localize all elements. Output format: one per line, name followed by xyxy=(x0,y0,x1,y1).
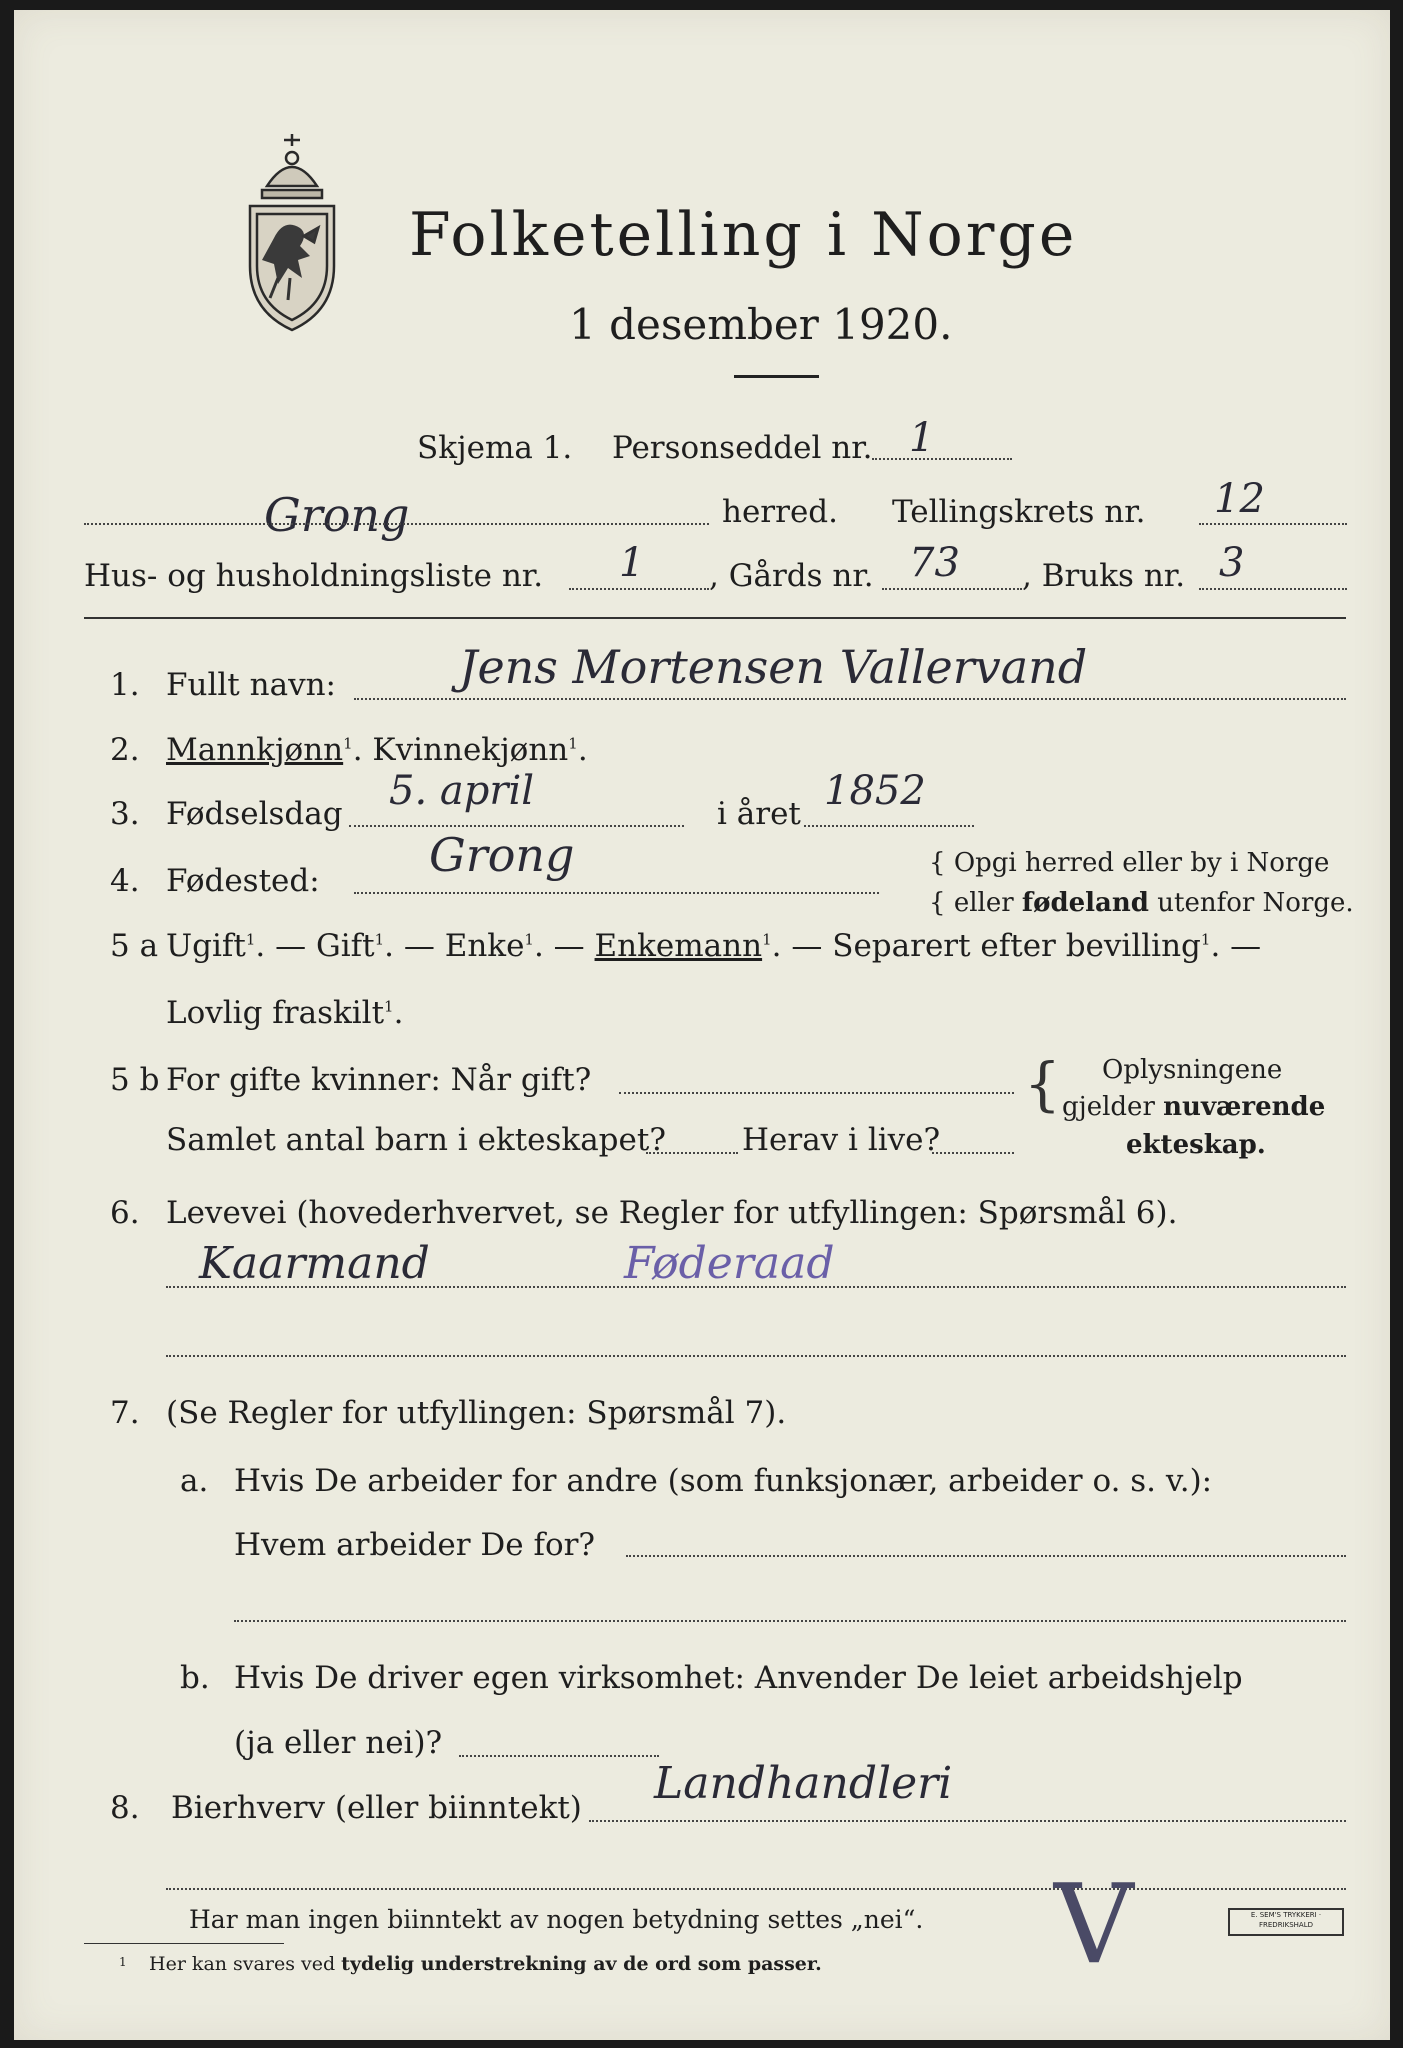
hus-label: Hus- og husholdningsliste nr. xyxy=(84,558,544,594)
q5a-number: 5 a xyxy=(110,928,159,964)
gards-field[interactable]: 73 xyxy=(909,540,960,586)
footnote-text: Her kan svares ved tydelig understrekning av de ord som passer. xyxy=(149,1953,822,1975)
title-divider xyxy=(734,375,819,378)
female-option[interactable]: Kvinnekjønn xyxy=(372,732,569,768)
q5b-number: 5 b xyxy=(110,1062,160,1098)
q7b-label: Hvis De driver egen virksomhet: Anvender De leiet arbeidshjelp xyxy=(234,1660,1243,1696)
footnote-number: 1 xyxy=(119,1955,127,1969)
census-form-page xyxy=(14,10,1390,2040)
hus-field[interactable]: 1 xyxy=(619,540,645,586)
q7b-letter: b. xyxy=(180,1660,210,1696)
separert-option[interactable]: Separert efter bevilling xyxy=(832,928,1201,964)
tellingskrets-field[interactable]: 12 xyxy=(1214,476,1265,522)
skjema-label: Skjema 1. xyxy=(417,430,573,466)
q8-number: 8. xyxy=(110,1790,140,1826)
employer-field[interactable] xyxy=(626,1555,1346,1557)
q2-options: Mannkjønn$^1$. Kvinnekjønn$^1$. xyxy=(166,732,588,768)
q8-label: Bierhverv (eller biinntekt) xyxy=(171,1790,582,1826)
bruks-field[interactable]: 3 xyxy=(1219,540,1245,586)
no-income-note: Har man ingen biinntekt av nogen betydning settes „nei“. xyxy=(189,1905,924,1934)
hired-help-field[interactable] xyxy=(459,1755,659,1757)
birthplace-field[interactable]: Grong xyxy=(429,828,575,882)
q6-number: 6. xyxy=(110,1195,140,1231)
header-divider xyxy=(84,617,1346,619)
employer-line-2[interactable] xyxy=(234,1620,1346,1622)
enke-option[interactable]: Enke xyxy=(444,928,525,964)
q5b-note2: gjelder nuværende xyxy=(1062,1092,1326,1122)
married-date-field[interactable] xyxy=(619,1092,1014,1094)
q4-number: 4. xyxy=(110,863,140,899)
fraskilt-option[interactable]: Lovlig fraskilt xyxy=(166,995,385,1031)
gift-option[interactable]: Gift xyxy=(315,928,375,964)
occupation-field-2[interactable]: Føderaad xyxy=(624,1238,835,1289)
norway-coat-of-arms-icon xyxy=(232,128,352,338)
q5b-alive-label: Herav i live? xyxy=(742,1122,941,1158)
herred-field[interactable]: Grong xyxy=(264,488,410,542)
male-option[interactable]: Mannkjønn xyxy=(166,732,344,768)
q6-label: Levevei (hovederhvervet, se Regler for utfyllingen: Spørsmål 6). xyxy=(166,1195,1178,1231)
q7a-letter: a. xyxy=(180,1463,209,1499)
q3-label: Fødselsdag xyxy=(166,796,343,832)
birth-year-field[interactable]: 1852 xyxy=(824,768,926,814)
full-name-field[interactable]: Jens Mortensen Vallervand xyxy=(459,640,1088,694)
children-field[interactable] xyxy=(646,1152,738,1154)
q7a-label: Hvis De arbeider for andre (som funksjonær, arbeider o. s. v.): xyxy=(234,1463,1213,1499)
tellingskrets-label: Tellingskrets nr. xyxy=(892,494,1146,530)
census-date: 1 desember 1920. xyxy=(569,300,953,349)
q4-label: Fødested: xyxy=(166,863,320,899)
q5b-label: For gifte kvinner: Når gift? xyxy=(166,1062,592,1098)
q7b-yn-label: (ja eller nei)? xyxy=(234,1725,443,1761)
occupation-line-2[interactable] xyxy=(166,1355,1346,1357)
q4-note-line1: { Opgi herred eller by i Norge xyxy=(929,848,1330,878)
bruks-label: , Bruks nr. xyxy=(1022,558,1186,594)
side-income-field[interactable]: Landhandleri xyxy=(654,1758,953,1809)
q1-label: Fullt navn: xyxy=(166,667,336,703)
personseddel-field[interactable]: 1 xyxy=(909,415,935,461)
gards-label: , Gårds nr. xyxy=(709,558,874,594)
birthday-field[interactable]: 5. april xyxy=(389,768,535,814)
q5b-children-label: Samlet antal barn i ekteskapet? xyxy=(166,1122,666,1158)
q7-number: 7. xyxy=(110,1395,140,1431)
q5a-lovlig: Lovlig fraskilt$^1$. xyxy=(166,995,404,1031)
q3-number: 3. xyxy=(110,796,140,832)
printer-stamp: E. SEM'S TRYKKERI · FREDRIKSHALD xyxy=(1228,1908,1344,1936)
enkemann-option[interactable]: Enkemann xyxy=(594,928,763,964)
footnote-divider xyxy=(84,1943,284,1944)
q1-number: 1. xyxy=(110,667,140,703)
personseddel-label: Personseddel nr. xyxy=(612,430,873,466)
occupation-field[interactable]: Kaarmand xyxy=(199,1238,430,1289)
q5b-note3: ekteskap. xyxy=(1126,1130,1266,1160)
page-title: Folketelling i Norge xyxy=(409,200,1078,270)
q5a-options: Ugift$^1$. — Gift$^1$. — Enke$^1$. — Enkemann$^1$. — Separert efter bevilling$^1$. — xyxy=(166,928,1262,964)
side-income-line-2[interactable] xyxy=(166,1888,1346,1890)
q5b-note1: Oplysningene xyxy=(1102,1055,1283,1085)
q3-year-label: i året xyxy=(717,796,801,832)
check-mark: V xyxy=(1054,1860,1134,1988)
q7-label: (Se Regler for utfyllingen: Spørsmål 7). xyxy=(166,1395,787,1431)
q7a-who-label: Hvem arbeider De for? xyxy=(234,1527,596,1563)
q5b-brace: { xyxy=(1024,1050,1061,1118)
herred-label: herred. xyxy=(722,494,838,530)
q4-note-line2: { eller fødeland utenfor Norge. xyxy=(929,888,1354,918)
ugift-option[interactable]: Ugift xyxy=(166,928,246,964)
alive-field[interactable] xyxy=(932,1152,1014,1154)
q2-number: 2. xyxy=(110,732,140,768)
